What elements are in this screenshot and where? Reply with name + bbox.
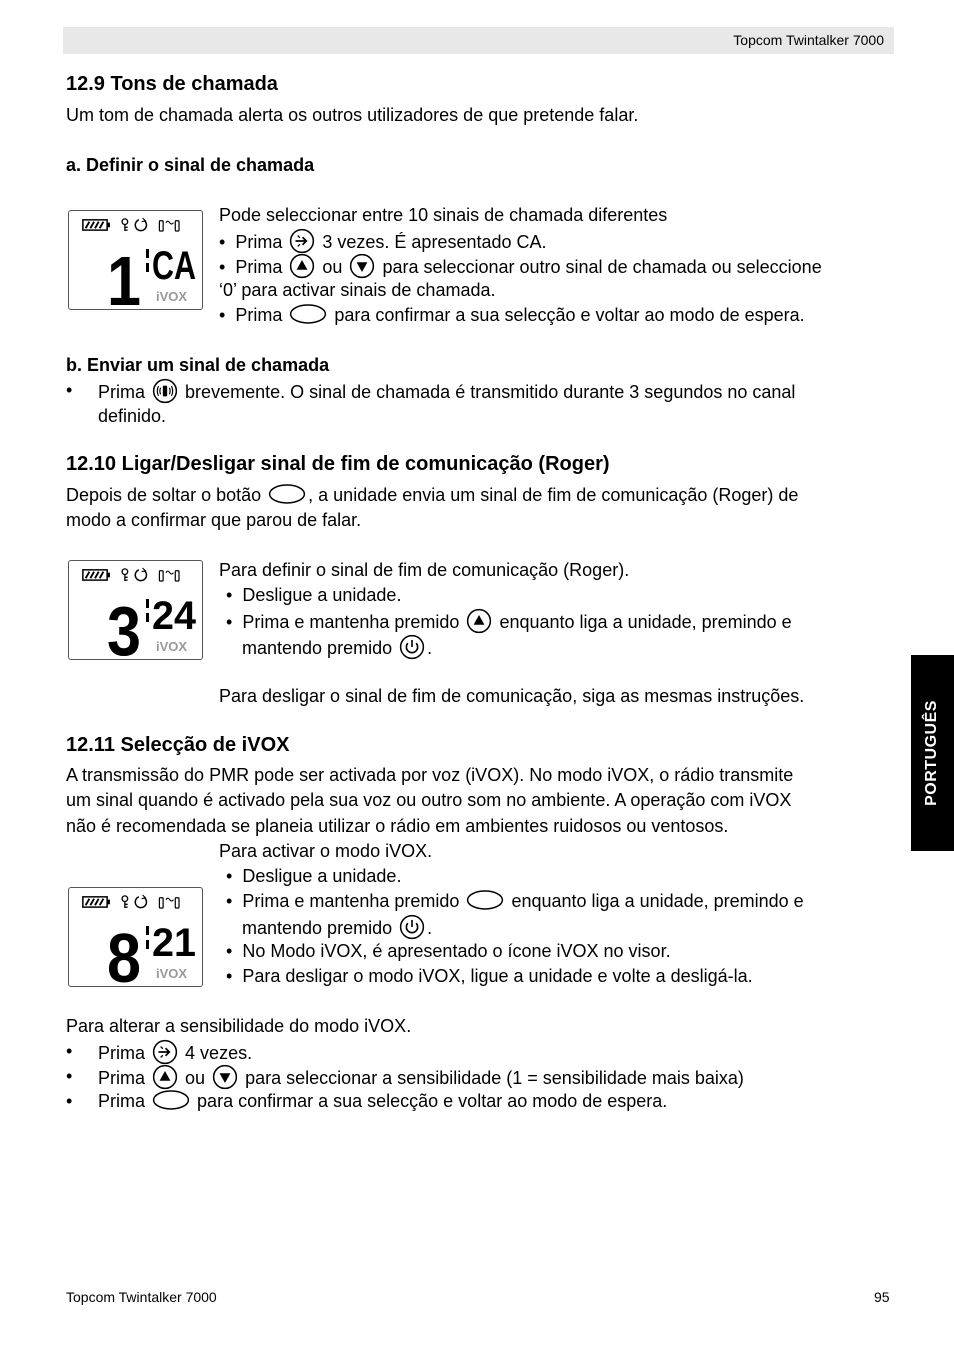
language-tab-label: PORTUGUÊS [923, 700, 940, 806]
roger-intro-line-2: modo a confirmar que parou de falar. [66, 510, 362, 530]
lcd-ivox-badge: iVOX [156, 966, 188, 981]
lcd-display-ivox [68, 887, 203, 997]
ptt-button-icon [152, 1089, 190, 1111]
ivox-bullet-2: • Prima e mantenha premido enquanto liga a unidade, premindo e [226, 891, 804, 911]
section-heading-12-9: 12.9 Tons de chamada [66, 73, 278, 95]
ptt-button-icon [466, 889, 504, 911]
lcd-display-roger [68, 560, 203, 670]
ivox-bullet-3: • No Modo iVOX, é apresentado o ícone iVOX no visor. [226, 941, 671, 961]
send-call-bullet-1-text: Prima brevemente. O sinal de chamada é transmitido durante 3 segundos no canal [98, 378, 795, 405]
lcd-big-digit: 3 [107, 592, 141, 670]
ptt-button-icon [289, 303, 327, 325]
subheading-b: b. Enviar um sinal de chamada [66, 355, 330, 375]
up-button-icon [466, 608, 492, 634]
paragraph-call-tone-intro: Um tom de chamada alerta os outros utilizadores de que pretende falar. [66, 105, 639, 125]
call-tone-select-line: Pode seleccionar entre 10 sinais de chamada diferentes [219, 205, 668, 225]
call-tone-bullet-2: • Prima ou para seleccionar outro sinal de chamada ou seleccione [219, 253, 822, 280]
call-button-icon [152, 378, 178, 404]
roger-off-line: Para desligar o sinal de fim de comunicação, siga as mesmas instruções. [219, 686, 805, 706]
ivox-intro-line-2: um sinal quando é activado pela sua voz ou outro som no ambiente. A operação com iVOX [66, 790, 792, 810]
menu-button-icon [289, 228, 315, 254]
call-tone-bullet-1: • Prima 3 vezes. É apresentado CA. [219, 228, 547, 255]
ivox-bullet-2-cont: mantendo premido . [242, 914, 432, 941]
sensitivity-bullet-1-marker: • [66, 1041, 73, 1061]
lcd-ivox-badge: iVOX [156, 639, 188, 654]
sensitivity-bullet-2-marker: • [66, 1066, 73, 1086]
sensitivity-bullet-3: Prima para confirmar a sua selecção e voltar ao modo de espera. [98, 1091, 668, 1111]
send-call-bullet-1-cont: definido. [98, 406, 167, 426]
sensitivity-bullet-3-marker: • [66, 1091, 73, 1111]
page-number: 95 [874, 1289, 890, 1305]
footer-title: Topcom Twintalker 7000 [66, 1289, 217, 1305]
sensitivity-bullet-2: Prima ou para seleccionar a sensibilidade (1 = sensibilidade mais baixa) [98, 1064, 744, 1091]
header-title: Topcom Twintalker 7000 [733, 32, 884, 48]
ivox-bullet-1: • Desligue a unidade. [226, 866, 402, 886]
ivox-bullet-4: • Para desligar o modo iVOX, ligue a unidade e volte a desligá-la. [226, 966, 753, 986]
menu-button-icon [152, 1039, 178, 1065]
call-tone-bullet-2-cont: ‘0’ para activar sinais de chamada. [219, 280, 496, 300]
up-button-icon [152, 1064, 178, 1090]
down-button-icon [212, 1064, 238, 1090]
subheading-a: a. Definir o sinal de chamada [66, 155, 315, 175]
roger-define-line: Para definir o sinal de fim de comunicação (Roger). [219, 560, 630, 580]
send-call-bullet-1: • [66, 380, 73, 400]
sensitivity-bullet-1: Prima 4 vezes. [98, 1039, 252, 1066]
ivox-activate-line: Para activar o modo iVOX. [219, 841, 433, 861]
section-heading-12-11: 12.11 Selecção de iVOX [66, 734, 290, 756]
lcd-small-text: 21 [152, 921, 196, 965]
up-button-icon [289, 253, 315, 279]
language-side-tab [911, 655, 954, 851]
call-tone-bullet-3: • Prima para confirmar a sua selecção e voltar ao modo de espera. [219, 305, 805, 325]
lcd-small-text: CA [152, 244, 196, 288]
sensitivity-intro: Para alterar a sensibilidade do modo iVOX. [66, 1016, 412, 1036]
down-button-icon [349, 253, 375, 279]
section-heading-12-10: 12.10 Ligar/Desligar sinal de fim de comunicação (Roger) [66, 453, 610, 475]
lcd-big-digit: 1 [107, 242, 141, 320]
roger-bullet-2: • Prima e mantenha premido enquanto liga a unidade, premindo e [226, 608, 792, 635]
power-button-icon [399, 914, 425, 940]
roger-intro-line-1: Depois de soltar o botão , a unidade envia um sinal de fim de comunicação (Roger) de [66, 485, 799, 505]
power-button-icon [399, 634, 425, 660]
ptt-button-icon [268, 483, 306, 505]
lcd-ivox-badge: iVOX [156, 289, 188, 304]
lcd-big-digit: 8 [107, 919, 141, 997]
roger-bullet-1: • Desligue a unidade. [226, 585, 402, 605]
ivox-intro-line-3: não é recomendada se planeia utilizar o rádio em ambientes ruidosos ou ventosos. [66, 816, 729, 836]
roger-bullet-2-cont: mantendo premido . [242, 634, 432, 661]
lcd-small-text: 24 [152, 594, 197, 638]
ivox-intro-line-1: A transmissão do PMR pode ser activada por voz (iVOX). No modo iVOX, o rádio transmite [66, 765, 794, 785]
lcd-display-call-tone [68, 210, 203, 320]
